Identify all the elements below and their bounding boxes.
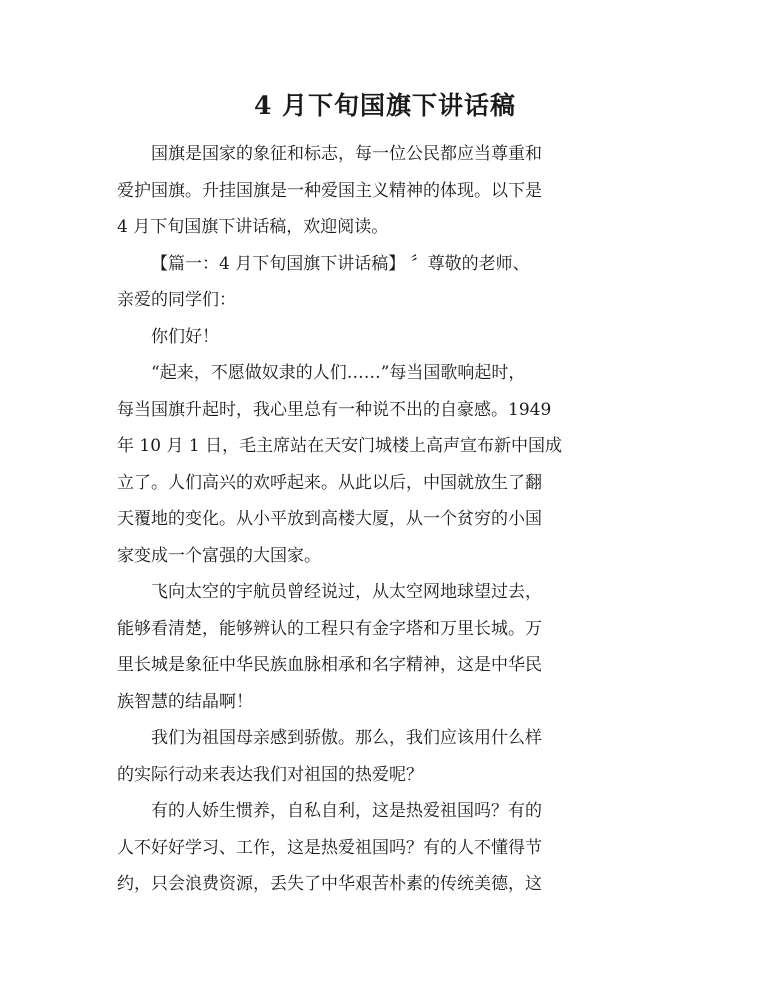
text-line: 人不好好学习、工作，这是热爱祖国吗？有的人不懂得节 — [117, 837, 542, 858]
paragraph-section-heading-continued — [117, 282, 657, 319]
text-line: 爱护国旗。升挂国旗是一种爱国主义精神的体现。以下是 — [117, 180, 542, 201]
text-line: 天覆地的变化。从小平放到高楼大厦，从一个贫穷的小国 — [117, 509, 542, 529]
text-line: 有的人娇生惯养，自私自利，这是热爱祖国吗？有的 — [151, 801, 542, 821]
paragraph-intro-continued — [117, 173, 657, 246]
paragraph-great-wall — [117, 574, 657, 611]
paragraph-intro — [117, 136, 657, 173]
text-line: 立了。人们高兴的欢呼起来。从此以后，中国就放生了翻 — [117, 472, 542, 493]
paragraph-pride — [117, 720, 657, 757]
paragraph-questions-continued — [117, 830, 657, 903]
text-line: 的实际行动来表达我们对祖国的热爱呢？ — [117, 764, 423, 785]
paragraph-pride-continued — [117, 757, 657, 794]
paragraph-anthem — [117, 355, 657, 392]
text-line: 国旗是国家的象征和标志，每一位公民都应当尊重和 — [151, 144, 542, 164]
paragraph-questions — [117, 793, 657, 830]
text-line: 每当国旗升起时，我心里总有一种说不出的自豪感。1949 — [117, 399, 552, 420]
paragraph-section-heading — [117, 246, 657, 283]
document-body — [117, 136, 657, 903]
text-line: “起来，不愿做奴隶的人们……”每当国歌响起时， — [151, 363, 526, 383]
text-line: 族智慧的结晶啊！ — [117, 691, 253, 712]
text-line: 家变成一个富强的大国家。 — [117, 545, 321, 566]
text-line: 我们为祖国母亲感到骄傲。那么，我们应该用什么样 — [151, 728, 542, 748]
document-title: 4 月下旬国旗下讲话稿 — [253, 91, 517, 120]
text-line: 里长城是象征中华民族血脉相承和名字精神，这是中华民 — [117, 655, 542, 675]
text-line: 年 10 月 1 日，毛主席站在天安门城楼上高声宣布新中国成 — [117, 436, 563, 456]
text-line: 能够看清楚，能够辨认的工程只有金字塔和万里长城。万 — [117, 618, 542, 639]
text-line: 飞向太空的宇航员曾经说过，从太空网地球望过去， — [151, 582, 542, 602]
text-line: 你们好！ — [151, 326, 219, 347]
paragraph-anthem-continued — [117, 392, 657, 575]
text-line: 亲爱的同学们： — [117, 290, 236, 310]
text-line: 【篇一：4 月下旬国旗下讲话稿】 〞尊敬的老师、 — [151, 253, 530, 274]
paragraph-great-wall-continued — [117, 611, 657, 721]
text-line: 4 月下旬国旗下讲话稿，欢迎阅读。 — [117, 217, 389, 237]
text-line: 约，只会浪费资源，丢失了中华艰苦朴素的传统美德，这 — [117, 874, 542, 894]
paragraph-greeting — [117, 319, 657, 356]
